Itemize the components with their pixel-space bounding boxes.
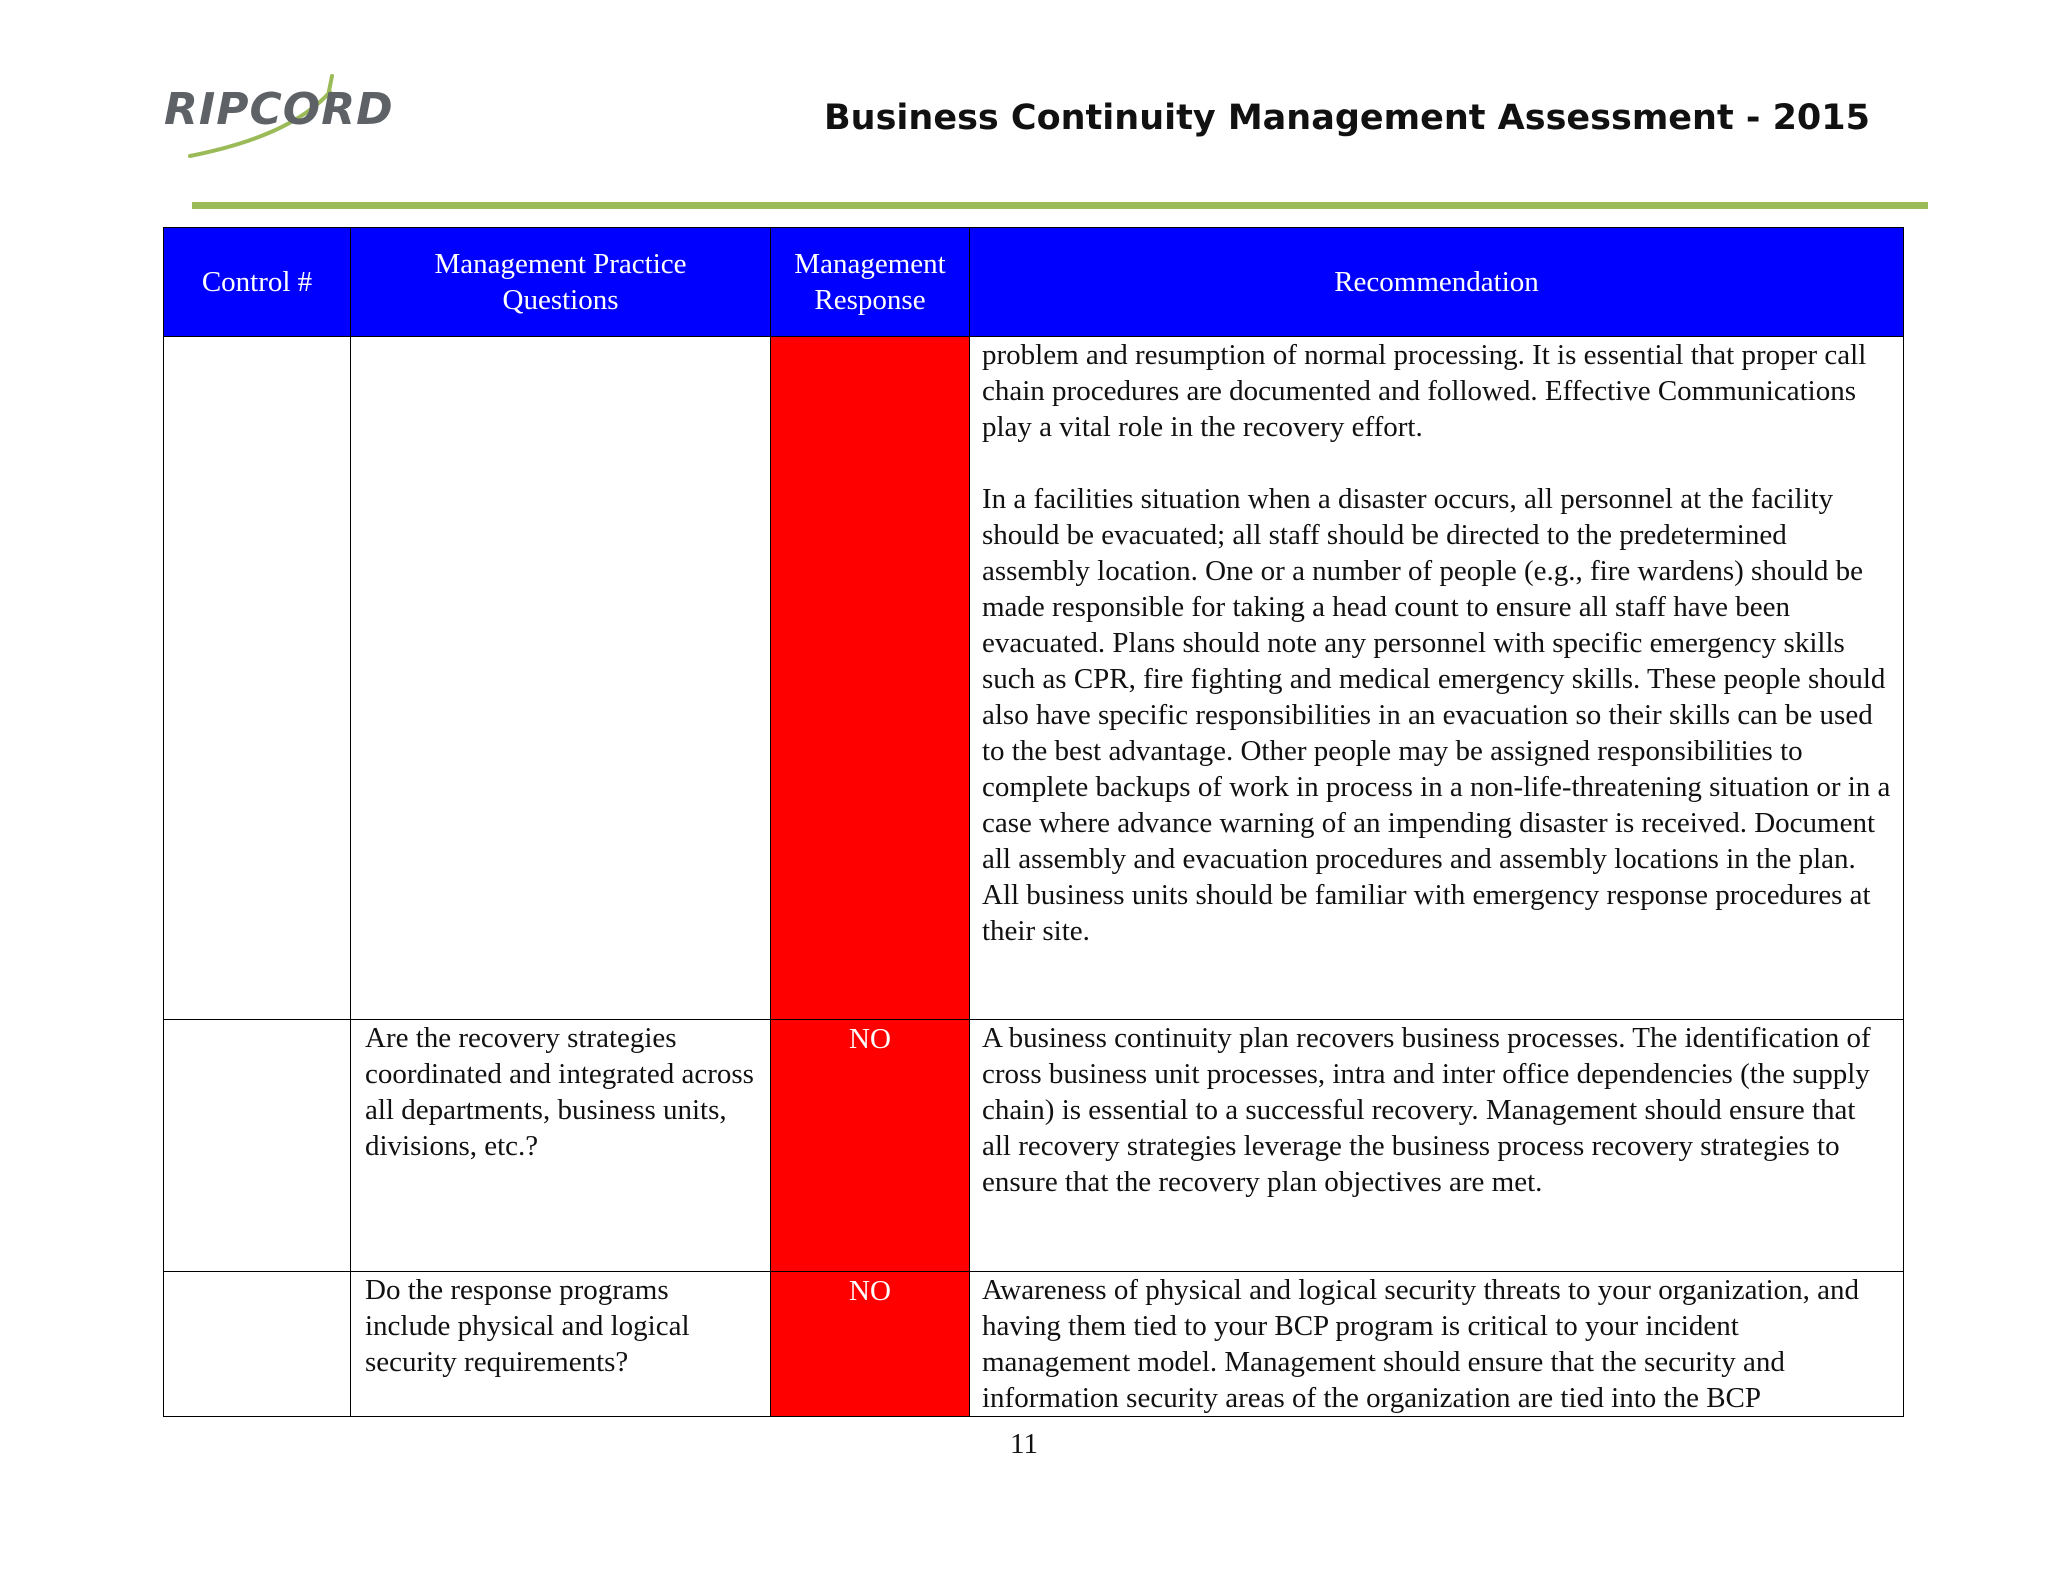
column-header-recommendation: Recommendation: [970, 228, 1904, 337]
table-header-row: [164, 228, 1904, 337]
table-row: [164, 1020, 1904, 1272]
column-header-control: Control #: [164, 228, 351, 337]
response-cell: NO: [771, 1020, 970, 1272]
page-number: 11: [1010, 1428, 1038, 1460]
recommendation-cell: [970, 337, 1904, 1020]
control-cell: [164, 1020, 351, 1272]
recommendation-cell: [970, 1020, 1904, 1272]
recommendation-paragraph: Awareness of physical and logical security threats to your organization, and having them tied to your BCP program is critical to your incident management model. Management should ensure that the security and information security areas of the organization are tied into the BCP: [982, 1274, 1860, 1414]
control-cell: [164, 337, 351, 1020]
control-cell: [164, 1272, 351, 1417]
question-cell: Are the recovery strategies coordinated and integrated across all departments, business units, divisions, etc.?: [351, 1020, 771, 1272]
ripcord-logo: [160, 70, 400, 170]
response-cell: NO: [771, 1272, 970, 1417]
logo-wordmark: RIPCORD: [164, 84, 394, 135]
table-row: [164, 337, 1904, 1020]
recommendation-paragraph: A business continuity plan recovers business processes. The identification of cross business unit processes, intra and inter office dependencies (the supply chain) is essential to a successful recovery. Management should ensure that all recovery strategies leverage the business process recovery strategies to ensure that the recovery plan objectives are met.: [982, 1022, 1871, 1198]
recommendation-paragraph: problem and resumption of normal processing. It is essential that proper call chain procedures are documented and followed. Effective Communications play a vital role in the recovery effort.: [982, 339, 1867, 443]
column-header-response: Management Response: [771, 228, 970, 337]
question-cell: [351, 337, 771, 1020]
recommendation-cell: [970, 1272, 1904, 1417]
assessment-table: [163, 227, 1904, 1417]
header-divider: [192, 202, 1928, 209]
recommendation-paragraph: In a facilities situation when a disaster occurs, all personnel at the facility should be evacuated; all staff should be directed to the predetermined assembly location. One or a number of people (e.g., fire wardens) should be made responsible for taking a head count to ensure all staff have been evacuated. Plans should note any personnel with specific emergency skills such as CPR, fire fighting and medical emergency skills. These people should also have specific responsibilities in an evacuation so their skills can be used to the best advantage. Other people may be assigned responsibilities to complete backups of work in process in a non-life-threatening situation or in a case where advance warning of an impending disaster is received. Document all assembly and evacuation procedures and assembly locations in the plan. All business units should be familiar with emergency response procedures at their site.: [982, 483, 1891, 947]
question-cell: Do the response programs include physical and logical security requirements?: [351, 1272, 771, 1417]
column-header-questions: Management Practice Questions: [351, 228, 771, 337]
response-cell: [771, 337, 970, 1020]
document-title: Business Continuity Management Assessment - 2015: [823, 98, 1870, 138]
table-row: [164, 1272, 1904, 1417]
